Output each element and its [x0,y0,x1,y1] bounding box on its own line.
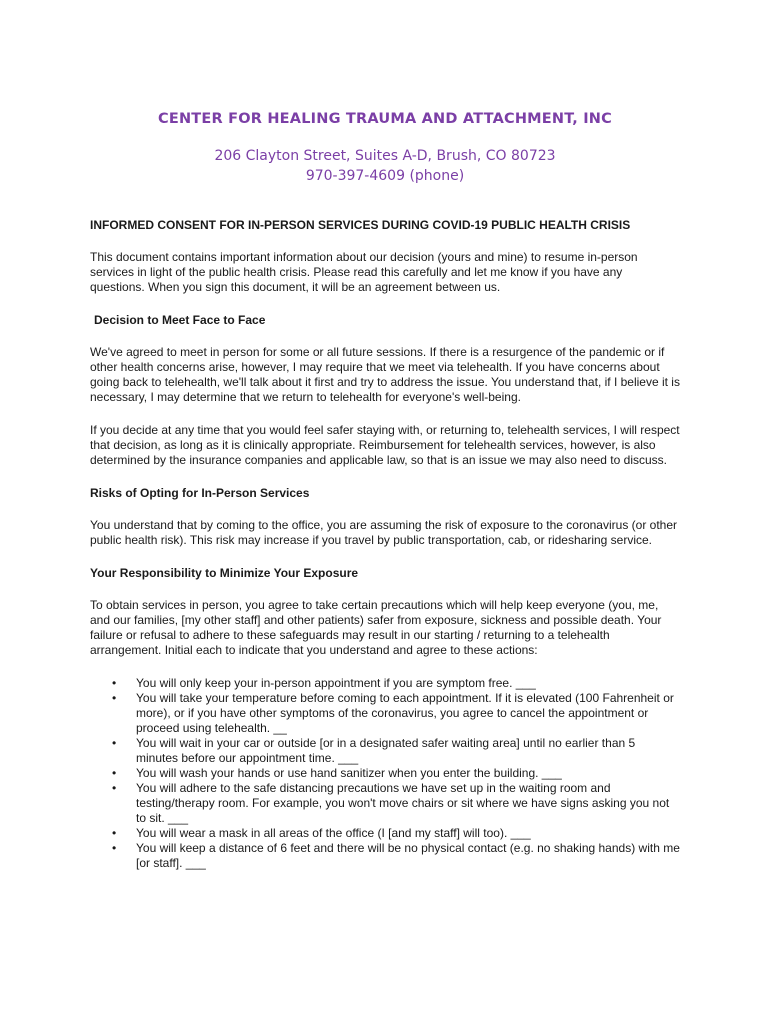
list-item [90,826,680,841]
list-item [90,736,680,766]
section-heading-responsibility: Your Responsibility to Minimize Your Exposure [90,566,359,580]
list-item [90,676,680,691]
bullet-icon: • [112,781,117,795]
letterhead [0,108,770,186]
list-item-text: You will wash your hands or use hand sanitizer when you enter the building. ___ [136,766,562,780]
list-item-text: You will only keep your in-person appointment if you are symptom free. ___ [136,676,536,690]
bullet-icon: • [112,766,117,780]
bullet-icon: • [112,736,117,750]
bullet-icon: • [112,676,117,690]
decision-paragraph-2: If you decide at any time that you would feel safer staying with, or returning to, telehealth services, I will respect that decision, as long as it is clinically appropriate. Reimbursement for telehealth services, however, is also determined by the insurance companies and applicable law, so that is an issue we may also need to discuss. [90,423,680,467]
organization-name: CENTER FOR HEALING TRAUMA AND ATTACHMENT, INC [158,111,612,127]
list-item [90,841,680,871]
list-item-text: You will take your temperature before coming to each appointment. If it is elevated (100 Fahrenheit or more), or if you have other symptoms of the coronavirus, you agree to cancel the appointment or proceed using telehealth. __ [136,691,674,735]
organization-phone: 970-397-4609 (phone) [305,168,465,184]
intro-paragraph: This document contains important information about our decision (yours and mine) to resume in-person services in light of the public health crisis. Please read this carefully and let me know if you have any questions. When you sign this document, it will be an agreement between us. [90,250,638,294]
risks-paragraph: You understand that by coming to the office, you are assuming the risk of exposure to the coronavirus (or other public health risk). This risk may increase if you travel by public transportation, cab, or ridesharing service. [90,518,678,547]
bullet-icon: • [112,826,117,840]
responsibility-paragraph: To obtain services in person, you agree to take certain precautions which will help keep everyone (you, me, and our families, [my other staff] and other patients) safer from exposure, sickness and possible death. Your failure or refusal to adhere to these safeguards may result in our starting / returning to a telehealth arrangement. Initial each to indicate that you understand and agree to these actions: [90,598,662,657]
list-item-text: You will wait in your car or outside [or in a designated safer waiting area] until no earlier than 5 minutes before our appointment time. ___ [136,736,636,765]
document-title: INFORMED CONSENT FOR IN-PERSON SERVICES DURING COVID-19 PUBLIC HEALTH CRISIS [90,218,631,232]
decision-paragraph-1: We've agreed to meet in person for some or all future sessions. If there is a resurgence of the pandemic or if other health concerns arise, however, I may require that we meet via telehealth. If you have concerns about going back to telehealth, we'll talk about it first and try to address the issue. You understand that, if I believe it is necessary, I may determine that we return to telehealth for everyone's well-being. [90,345,680,404]
list-item [90,781,680,826]
bullet-icon: • [112,841,117,855]
list-item-text: You will wear a mask in all areas of the office (I [and my staff] will too). ___ [136,826,531,840]
organization-address: 206 Clayton Street, Suites A-D, Brush, CO 80723 [214,148,556,164]
section-heading-risks: Risks of Opting for In-Person Services [90,486,310,500]
document-body [90,218,680,871]
bullet-icon: • [112,691,117,705]
precautions-list [90,676,680,871]
list-item [90,766,680,781]
list-item-text: You will keep a distance of 6 feet and there will be no physical contact (e.g. no shaking hands) with me [or staff]. ___ [136,841,680,870]
section-heading-decision: Decision to Meet Face to Face [94,313,266,327]
list-item [90,691,680,736]
list-item-text: You will adhere to the safe distancing precautions we have set up in the waiting room and testing/therapy room. For example, you won't move chairs or sit where we have signs asking you not to sit. ___ [136,781,670,825]
